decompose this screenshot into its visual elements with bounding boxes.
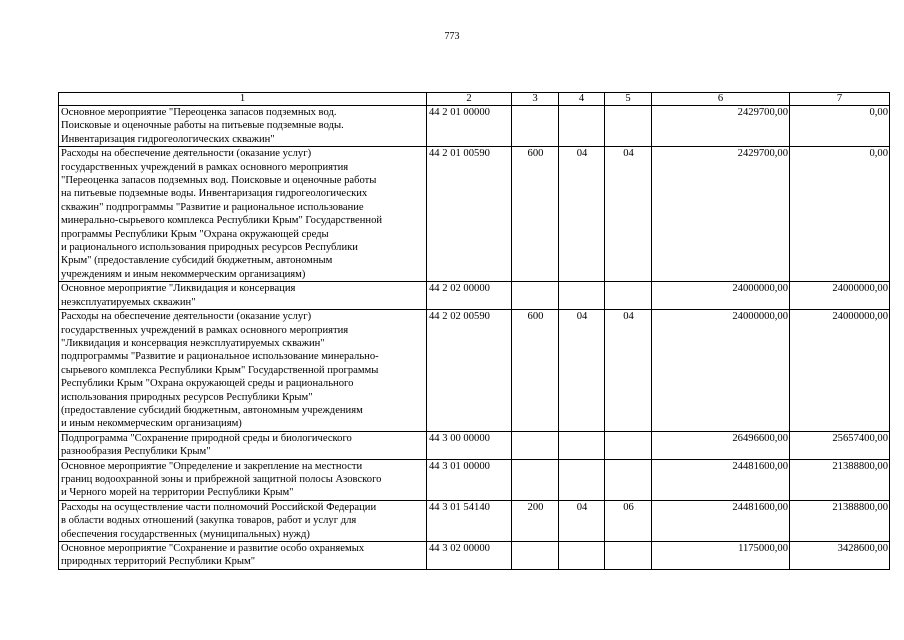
row-sum-2: 0,00 (790, 147, 890, 282)
row-sum-2: 25657400,00 (790, 431, 890, 459)
row-section (559, 106, 605, 147)
page-number: 773 (444, 31, 460, 42)
row-name-line: скважин" подпрограммы "Развитие и рациональное использование (61, 201, 364, 213)
row-code: 44 3 01 54140 (427, 500, 512, 541)
row-expense-type: 600 (512, 147, 559, 282)
row-code: 44 2 02 00590 (427, 310, 512, 432)
row-subsection (605, 431, 652, 459)
row-subsection (605, 459, 652, 500)
row-code: 44 2 01 00000 (427, 106, 512, 147)
row-name-line: и иным некоммерческим организациям) (61, 418, 242, 430)
table-row (59, 500, 890, 541)
row-name-line: (предоставление субсидий бюджетным, автономным учреждениям (61, 404, 363, 416)
row-code: 44 3 02 00000 (427, 542, 512, 570)
row-name-line: "Ликвидация и консервация неэксплуатируемых скважин" (61, 337, 325, 349)
row-name-line: неэксплуатируемых скважин" (61, 296, 196, 308)
table-row (59, 147, 890, 282)
table-row (59, 431, 890, 459)
row-sum-2: 21388800,00 (790, 500, 890, 541)
row-name-cell (59, 459, 427, 500)
row-name-line: границ водоохранной зоны и прибрежной защитной полосы Азовского (61, 473, 382, 485)
column-header-name: 1 (59, 93, 427, 106)
row-sum-2: 21388800,00 (790, 459, 890, 500)
row-code: 44 2 02 00000 (427, 282, 512, 310)
row-name-line: и Черного морей на территории Республики Крым" (61, 487, 294, 499)
table-header-row (59, 93, 890, 106)
table-body (59, 106, 890, 570)
table-row (59, 282, 890, 310)
row-subsection (605, 542, 652, 570)
row-code: 44 3 00 00000 (427, 431, 512, 459)
row-sum-1: 24000000,00 (652, 310, 790, 432)
row-name-cell (59, 431, 427, 459)
row-subsection: 06 (605, 500, 652, 541)
row-expense-type (512, 282, 559, 310)
row-sum-1: 2429700,00 (652, 147, 790, 282)
row-sum-2: 0,00 (790, 106, 890, 147)
row-name-line: природных территорий Республики Крым" (61, 556, 256, 568)
row-name-line: Основное мероприятие "Определение и закрепление на местности (61, 460, 363, 472)
row-sum-1: 24481600,00 (652, 500, 790, 541)
table-row (59, 459, 890, 500)
row-name-line: Расходы на осуществление части полномочий Российской Федерации (61, 501, 377, 513)
row-sum-1: 1175000,00 (652, 542, 790, 570)
table-row (59, 310, 890, 432)
row-name-line: Основное мероприятие "Сохранение и развитие особо охраняемых (61, 543, 365, 554)
row-name-line: обеспечения государственных (муниципальных) нужд) (61, 528, 310, 540)
row-section (559, 542, 605, 570)
row-code: 44 2 01 00590 (427, 147, 512, 282)
row-sum-1: 24000000,00 (652, 282, 790, 310)
column-header-sum-1: 6 (652, 93, 790, 106)
row-subsection (605, 106, 652, 147)
row-sum-1: 24481600,00 (652, 459, 790, 500)
row-section: 04 (559, 500, 605, 541)
row-name-line: Основное мероприятие "Переоценка запасов подземных вод. (61, 107, 337, 118)
row-subsection: 04 (605, 310, 652, 432)
row-subsection: 04 (605, 147, 652, 282)
column-header-code: 2 (427, 93, 512, 106)
table-row (59, 106, 890, 147)
row-section: 04 (559, 147, 605, 282)
column-header-vr: 3 (512, 93, 559, 106)
row-name-line: сырьевого комплекса Республики Крым" Государственной программы (61, 364, 379, 376)
row-name-cell (59, 106, 427, 147)
row-sum-1: 26496600,00 (652, 431, 790, 459)
row-name-line: использования природных ресурсов Республики Крым" (61, 391, 313, 403)
row-name-line: государственных учреждений в рамках основного мероприятия (61, 324, 349, 336)
row-sum-1: 2429700,00 (652, 106, 790, 147)
row-sum-2: 3428600,00 (790, 542, 890, 570)
row-name-line: в области водных отношений (закупка товаров, работ и услуг для (61, 515, 357, 527)
row-name-line: Инвентаризация гидрогеологических скважин" (61, 133, 275, 145)
row-name-cell (59, 500, 427, 541)
row-name-line: Крым" (предоставление субсидий бюджетным, автономным (61, 255, 333, 267)
row-sum-2: 24000000,00 (790, 282, 890, 310)
row-name-cell (59, 147, 427, 282)
row-name-cell (59, 310, 427, 432)
column-header-sum-2: 7 (790, 93, 890, 106)
row-name-line: Расходы на обеспечение деятельности (оказание услуг) (61, 311, 312, 323)
row-name-line: Республики Крым "Охрана окружающей среды и рационального (61, 378, 354, 390)
row-expense-type: 200 (512, 500, 559, 541)
row-name-line: подпрограммы "Развитие и рациональное использование минерально- (61, 351, 379, 363)
row-name-line: Поисковые и оценочные работы на питьевые подземные воды. (61, 120, 344, 132)
budget-table (58, 92, 890, 570)
row-name-line: Подпрограмма "Сохранение природной среды и биологического (61, 432, 352, 444)
row-name-line: "Переоценка запасов подземных вод. Поисковые и оценочные работы (61, 175, 377, 187)
row-name-cell (59, 282, 427, 310)
row-name-line: государственных учреждений в рамках основного мероприятия (61, 161, 349, 173)
row-code: 44 3 01 00000 (427, 459, 512, 500)
table-row (59, 542, 890, 570)
row-expense-type (512, 106, 559, 147)
row-section: 04 (559, 310, 605, 432)
row-name-cell (59, 542, 427, 570)
row-name-line: и рационального использования природных ресурсов Республики (61, 242, 358, 254)
row-name-line: программы Республики Крым "Охрана окружающей среды (61, 228, 329, 240)
row-expense-type (512, 459, 559, 500)
row-sum-2: 24000000,00 (790, 310, 890, 432)
column-header-pr: 5 (605, 93, 652, 106)
row-section (559, 282, 605, 310)
row-section (559, 431, 605, 459)
row-name-line: разнообразия Республики Крым" (61, 446, 211, 458)
row-subsection (605, 282, 652, 310)
row-name-line: минерально-сырьевого комплекса Республики Крым" Государственной (61, 215, 383, 227)
column-header-rz: 4 (559, 93, 605, 106)
row-expense-type (512, 542, 559, 570)
row-name-line: учреждениям и иным некоммерческим организациям) (61, 268, 306, 280)
row-name-line: Основное мероприятие "Ликвидация и консервация (61, 283, 296, 295)
row-expense-type (512, 431, 559, 459)
row-name-line: на питьевые подземные воды. Инвентаризация гидрогеологических (61, 188, 368, 200)
row-expense-type: 600 (512, 310, 559, 432)
row-section (559, 459, 605, 500)
row-name-line: Расходы на обеспечение деятельности (оказание услуг) (61, 148, 312, 160)
